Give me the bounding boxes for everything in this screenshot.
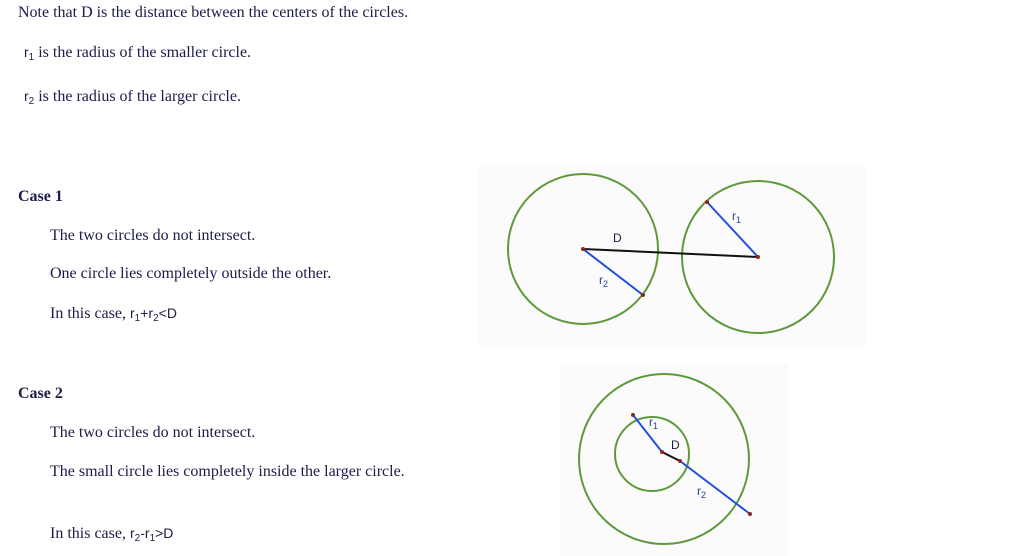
case1-condition-formula: $r_1+r_2<D$ <box>129 305 177 324</box>
figure2-background <box>560 364 788 556</box>
figure2-label-r2: $r_2$ <box>697 484 707 500</box>
figure1-label-r1: $r_1$ <box>732 209 742 225</box>
case2-line1: The two circles do not intersect. <box>50 424 256 441</box>
case2-condition-formula: $r_2-r_1>D$ <box>129 525 174 544</box>
note-text: Note that D is the distance between the centers of the circles. <box>18 4 409 21</box>
figure1-label-r2: $r_2$ <box>599 273 609 289</box>
case1-heading: Case 1 <box>18 188 63 205</box>
figure2-center-outer <box>678 459 682 463</box>
r1-definition <box>24 42 251 65</box>
figure2-label-D: D <box>671 438 680 452</box>
case2-line2: The small circle lies completely inside the larger circle. <box>50 463 405 480</box>
r2-symbol: $r_2$ <box>24 88 35 107</box>
figure1-r2-endpoint <box>641 293 645 297</box>
figure1-center-right <box>756 255 760 259</box>
figure1-label-D: D <box>613 231 622 245</box>
r1-definition-text: is the radius of the smaller circle. <box>38 44 252 61</box>
case1-line2: One circle lies completely outside the other. <box>50 265 332 282</box>
figure2-diagram <box>560 364 788 556</box>
figure1-center-left <box>581 247 585 251</box>
figure2-label-r1: $r_1$ <box>649 415 659 431</box>
case1-condition <box>50 303 177 326</box>
figure1-r1-endpoint <box>705 200 709 204</box>
r1-symbol: $r_1$ <box>24 44 35 63</box>
figure2-r2-endpoint <box>748 512 752 516</box>
case1-condition-prefix: In this case, <box>50 305 126 322</box>
r2-definition <box>24 86 241 109</box>
case2-heading: Case 2 <box>18 385 63 402</box>
figure2-center-inner <box>660 450 664 454</box>
case2-condition-prefix: In this case, <box>50 525 126 542</box>
case1-line1: The two circles do not intersect. <box>50 227 256 244</box>
case2-condition <box>50 523 173 546</box>
r2-definition-text: is the radius of the larger circle. <box>38 88 241 105</box>
figure2-r1-endpoint <box>631 413 635 417</box>
figure1-diagram <box>478 164 866 348</box>
